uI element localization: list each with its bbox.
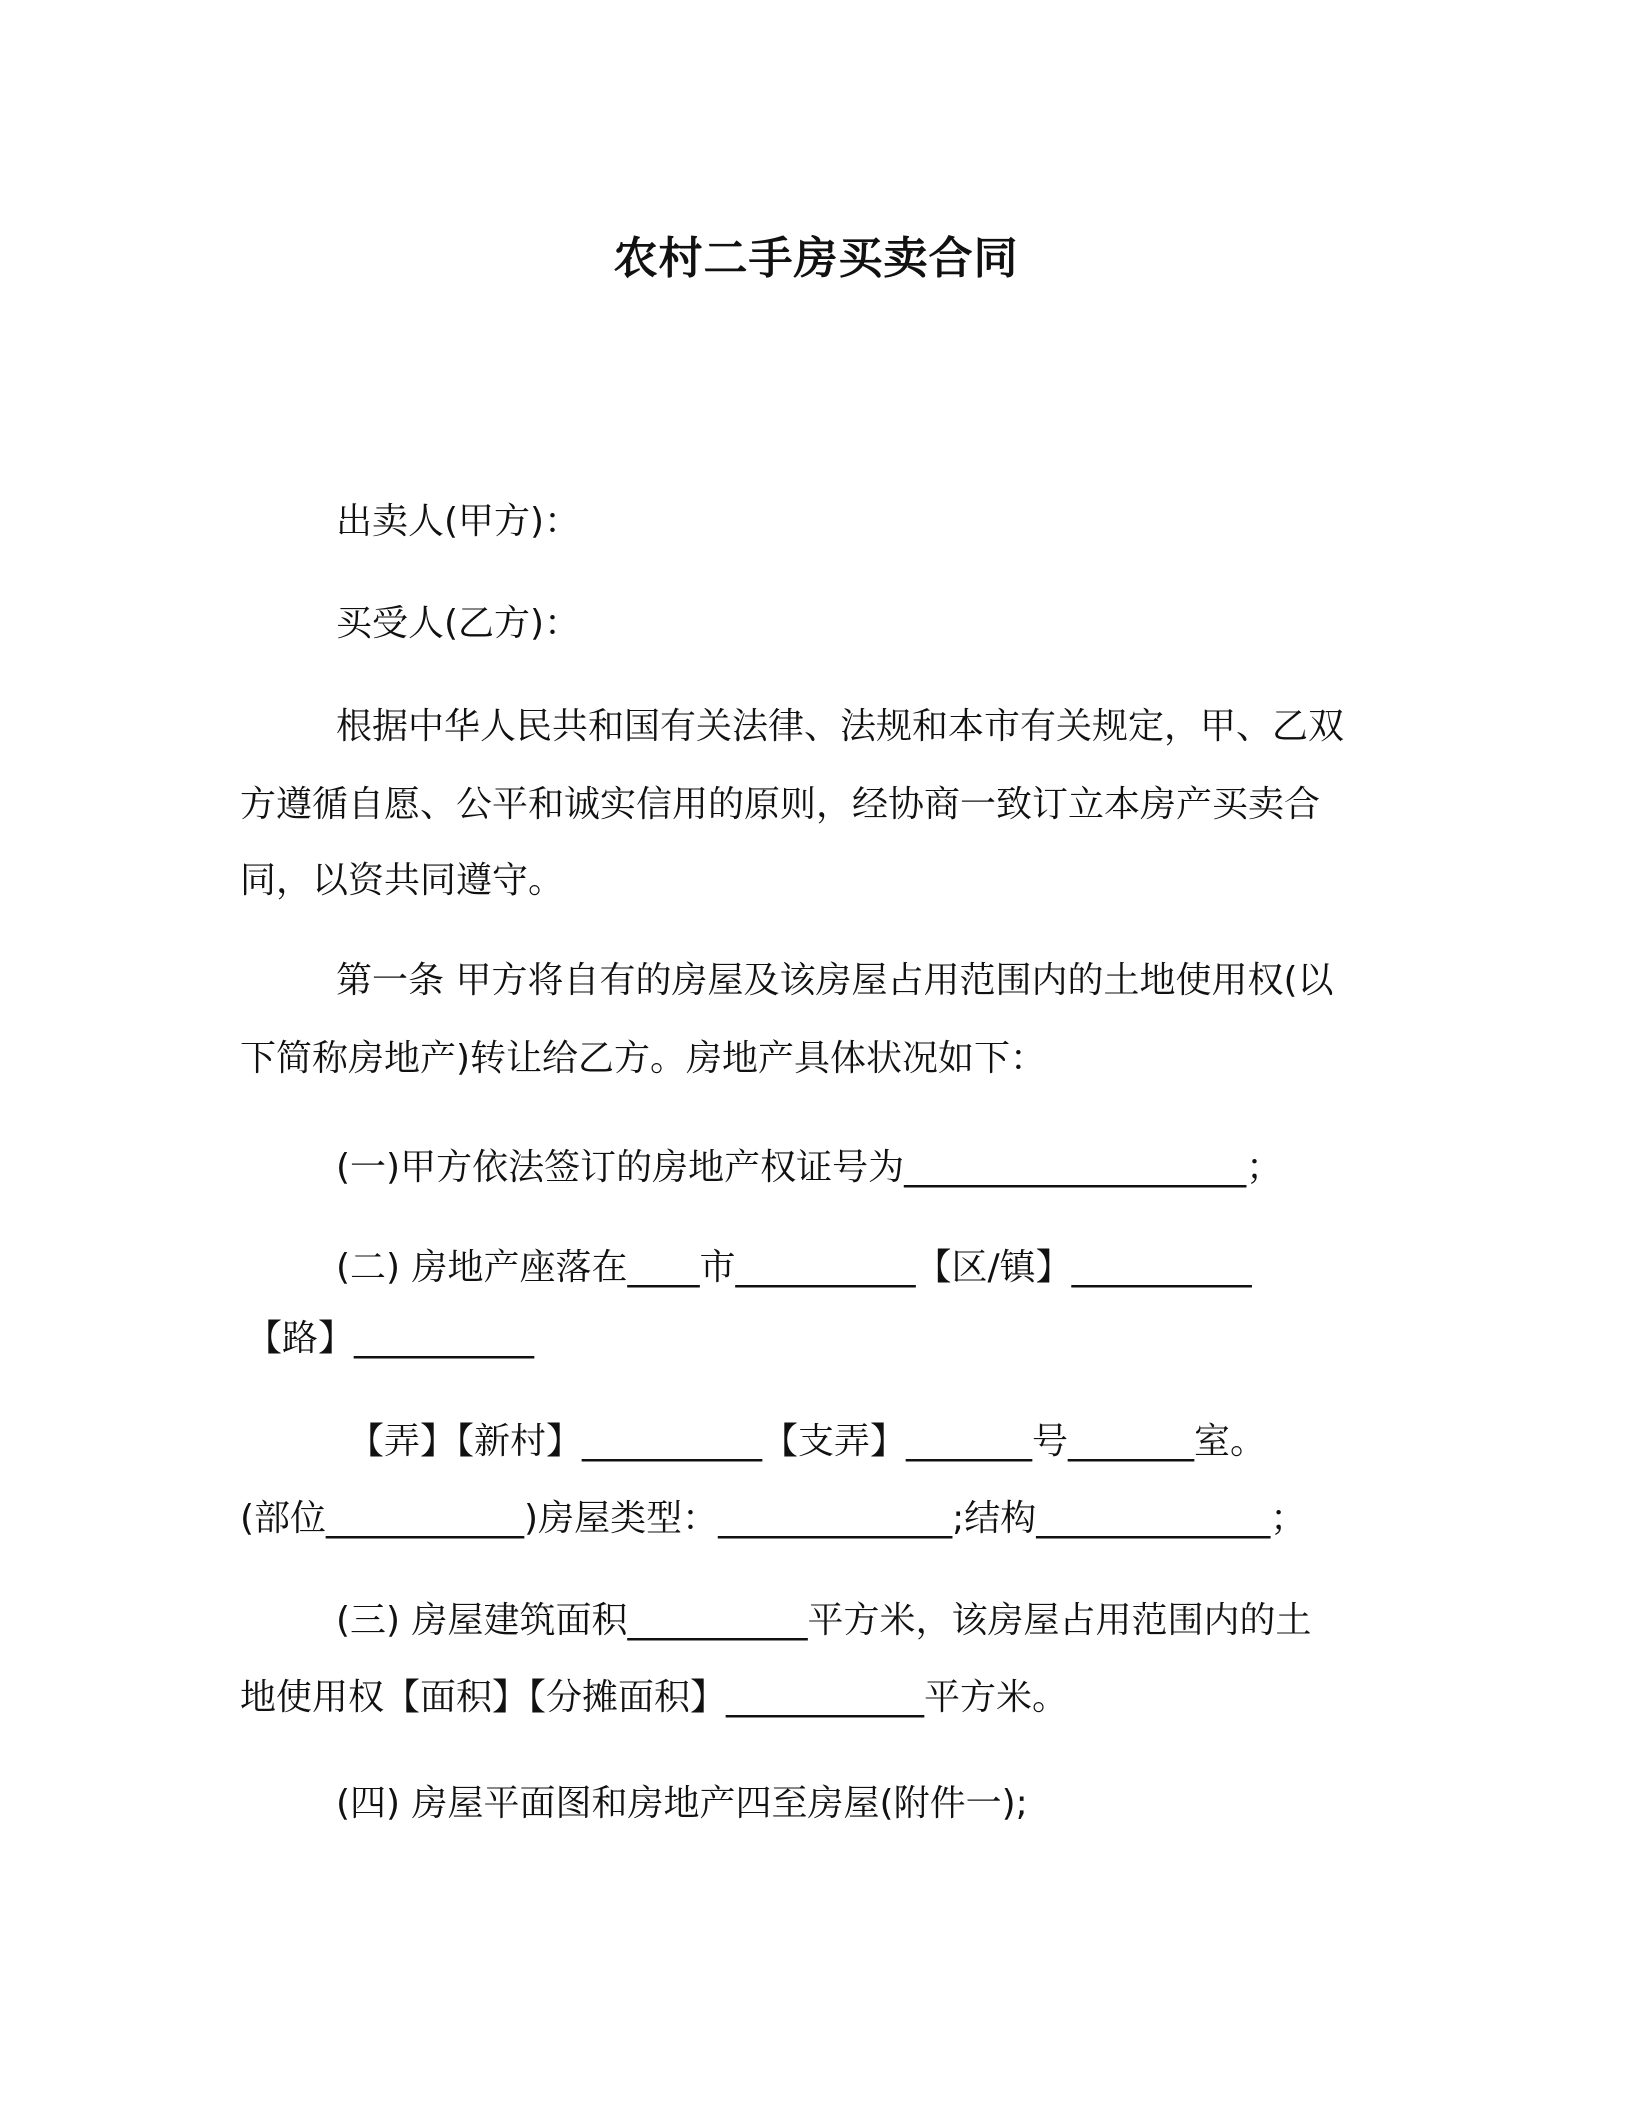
article-1-line-2: 下简称房地产)转让给乙方。房地产具体状况如下： xyxy=(240,1038,1047,1079)
clause-3-line-2: 地使用权【面积】【分摊面积】___________平方米。 xyxy=(240,1677,1069,1718)
preamble-line-1: 根据中华人民共和国有关法律、法规和本市有关规定，甲、乙双 xyxy=(336,706,1345,747)
seller-line: 出卖人(甲方)： xyxy=(336,501,581,542)
clause-2-line-3: 【弄】【新村】__________【支弄】_______号_______室。 xyxy=(348,1421,1267,1462)
clause-1-line: (一)甲方依法签订的房地产权证号为___________________； xyxy=(336,1147,1283,1188)
article-1-line-1: 第一条 甲方将自有的房屋及该房屋占用范围内的土地使用权(以 xyxy=(336,960,1334,1001)
clause-2-line-1: (二) 房地产座落在____市__________【区/镇】__________ xyxy=(336,1247,1252,1288)
clause-4-line: (四) 房屋平面图和房地产四至房屋(附件一); xyxy=(336,1783,1028,1824)
document-title: 农村二手房买卖合同 xyxy=(613,233,1019,284)
preamble-line-3: 同，以资共同遵守。 xyxy=(240,860,565,901)
clause-3-line-1: (三) 房屋建筑面积__________平方米，该房屋占用范围内的土 xyxy=(336,1600,1312,1641)
buyer-line: 买受人(乙方)： xyxy=(336,603,581,644)
clause-2-line-2: 【路】__________ xyxy=(246,1318,535,1359)
preamble-line-2: 方遵循自愿、公平和诚实信用的原则，经协商一致订立本房产买卖合 xyxy=(240,784,1321,825)
clause-2-line-4: (部位___________)房屋类型：_____________;结构_____________； xyxy=(240,1498,1307,1539)
